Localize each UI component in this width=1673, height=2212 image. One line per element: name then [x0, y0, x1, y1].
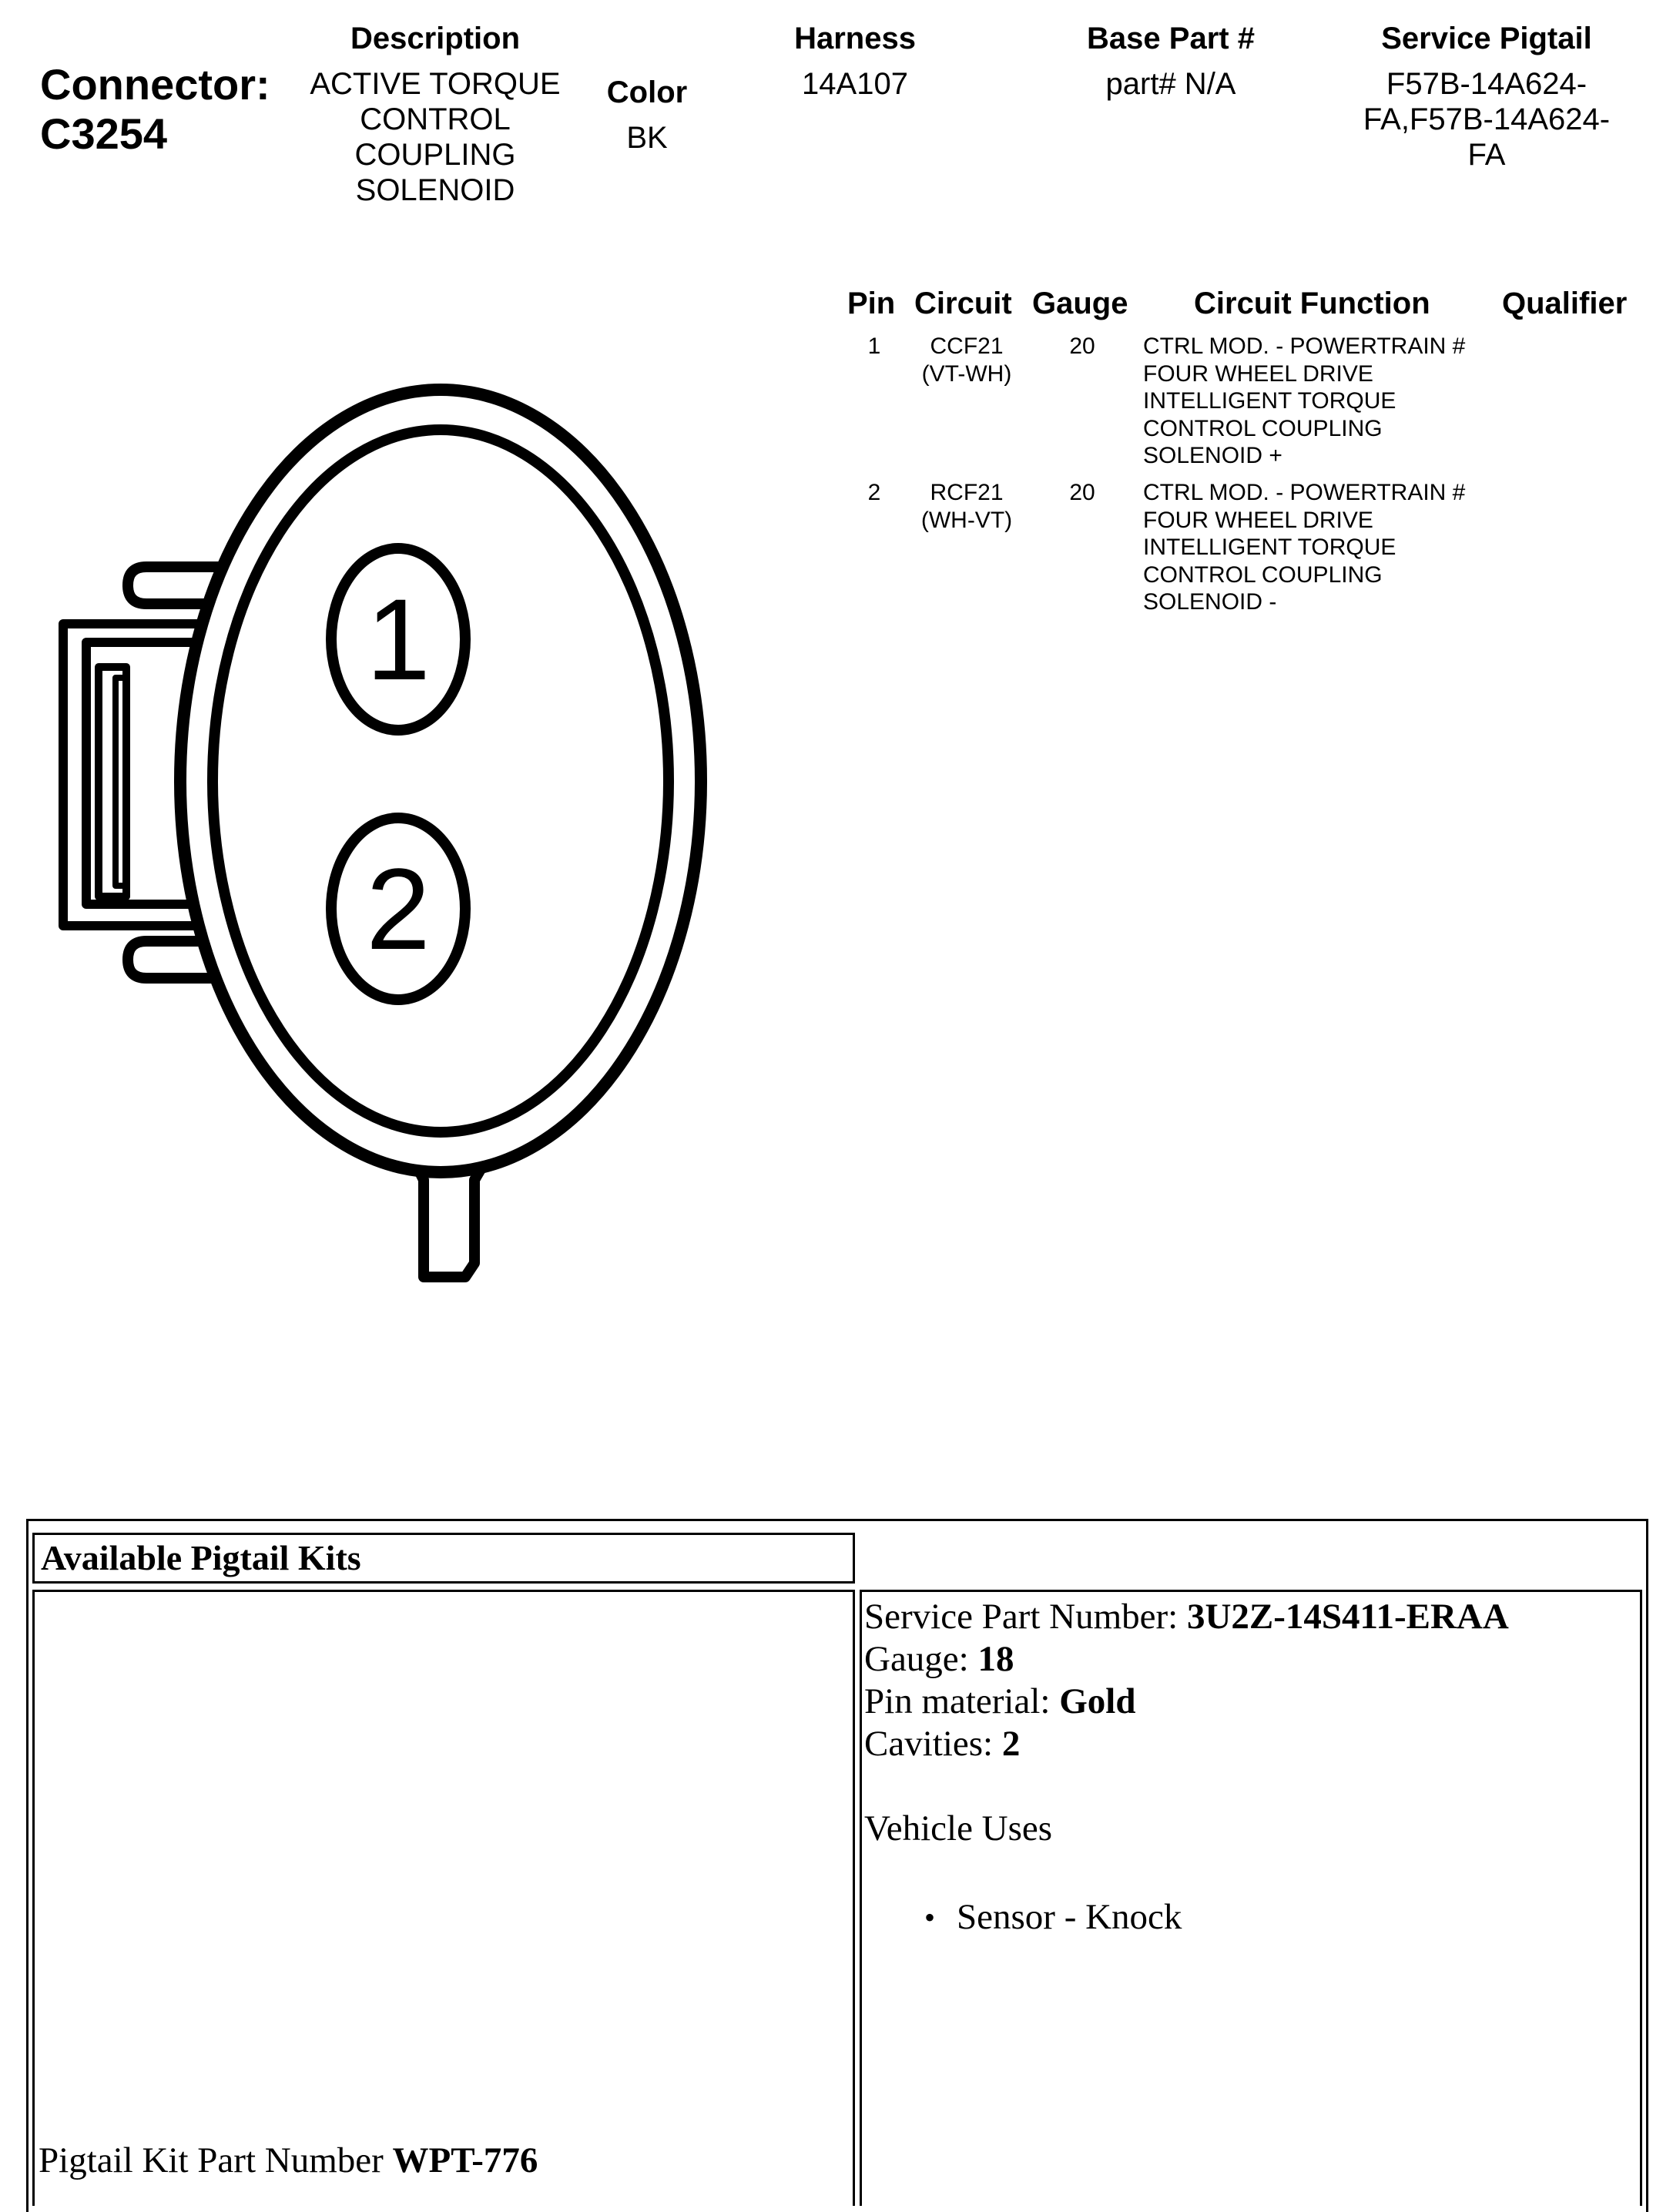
function-line: CONTROL COUPLING — [1143, 415, 1383, 441]
description-line: COUPLING — [354, 138, 516, 172]
service-part-label: Service Part Number: — [864, 1597, 1187, 1637]
pin-material-value: Gold — [1059, 1681, 1136, 1721]
key-stem — [414, 1161, 485, 1277]
vehicle-use-label: Sensor - Knock — [957, 1897, 1182, 1937]
gauge-cell: 20 — [1069, 333, 1095, 359]
kits-title: Available Pigtail Kits — [32, 1533, 855, 1584]
pin-cell: 1 — [867, 333, 881, 359]
harness-value: 14A107 — [802, 67, 908, 101]
service-pigtail-line: F57B-14A624- — [1386, 67, 1588, 101]
function-cell — [1143, 479, 1513, 616]
function-line: FOUR WHEEL DRIVE — [1143, 507, 1373, 533]
cavities-label: Cavities: — [864, 1724, 1002, 1764]
connector-face-diagram — [0, 354, 770, 1309]
kit-part-number — [39, 2140, 538, 2181]
function-line: CTRL MOD. - POWERTRAIN # — [1143, 333, 1466, 359]
pin-header: Pin — [847, 287, 896, 320]
kit-part-number-label: Pigtail Kit Part Number — [39, 2140, 393, 2180]
service-pigtail-value — [1348, 66, 1625, 173]
function-cell — [1143, 333, 1513, 470]
circuit-header: Circuit — [914, 287, 1012, 320]
gauge-label: Gauge: — [864, 1639, 978, 1679]
harness-header: Harness — [794, 22, 916, 55]
kit-part-number-value: WPT-776 — [392, 2140, 538, 2180]
vehicle-use-item — [864, 1896, 1634, 1939]
circuit-color: (WH-VT) — [920, 507, 1013, 533]
circuit-id: CCF21 — [930, 333, 1004, 359]
function-line: SOLENOID + — [1143, 443, 1282, 468]
gauge-header: Gauge — [1032, 287, 1128, 320]
connector-title — [40, 60, 270, 159]
circuit-function-header: Circuit Function — [1194, 287, 1430, 320]
description-line: CONTROL — [360, 102, 511, 136]
pin-cell: 2 — [867, 480, 881, 505]
function-line: FOUR WHEEL DRIVE — [1143, 360, 1373, 387]
service-part-number-line — [864, 1596, 1634, 1638]
function-line: INTELLIGENT TORQUE — [1143, 535, 1396, 560]
service-pigtail-line: FA,F57B-14A624- — [1363, 102, 1611, 136]
description-value — [293, 66, 578, 208]
function-line: CONTROL COUPLING — [1143, 561, 1383, 588]
cavities-line — [864, 1723, 1634, 1765]
pin-material-label: Pin material: — [864, 1681, 1060, 1721]
connector-label: Connector: — [40, 60, 270, 109]
gauge-cell: 20 — [1069, 480, 1095, 505]
circuit-cell — [901, 333, 1032, 387]
cavity-2-label: 2 — [366, 844, 431, 974]
circuit-color: (VT-WH) — [921, 360, 1012, 387]
description-header: Description — [350, 22, 521, 55]
circuit-id: RCF21 — [930, 480, 1004, 505]
vehicle-uses-heading: Vehicle Uses — [864, 1808, 1053, 1848]
base-part-value: part# N/A — [1105, 67, 1236, 101]
circuit-cell — [901, 479, 1032, 534]
gauge-value: 18 — [977, 1639, 1014, 1679]
service-pigtail-header: Service Pigtail — [1381, 22, 1592, 55]
service-pigtail-line: FA — [1467, 138, 1506, 172]
qualifier-header: Qualifier — [1502, 287, 1628, 320]
function-line: SOLENOID - — [1143, 589, 1277, 615]
connector-id: C3254 — [40, 109, 168, 158]
function-line: CTRL MOD. - POWERTRAIN # — [1143, 480, 1466, 505]
lock-slot-inner — [116, 678, 126, 886]
description-line: SOLENOID — [355, 173, 515, 207]
function-line: INTELLIGENT TORQUE — [1143, 388, 1396, 414]
cavity-1-label: 1 — [366, 575, 431, 704]
pin-material-line — [864, 1681, 1634, 1723]
gauge-line — [864, 1638, 1634, 1681]
connector-inner-face — [213, 430, 669, 1132]
bullet-icon: • — [924, 1900, 936, 1935]
description-line: ACTIVE TORQUE — [310, 67, 561, 101]
service-part-value: 3U2Z-14S411-ERAA — [1186, 1597, 1509, 1637]
cavities-value: 2 — [1001, 1724, 1021, 1764]
kit-details — [864, 1596, 1634, 1939]
color-value: BK — [626, 121, 668, 155]
kit-image-cell — [32, 1590, 855, 2206]
color-header: Color — [606, 75, 688, 109]
base-part-header: Base Part # — [1087, 22, 1255, 55]
